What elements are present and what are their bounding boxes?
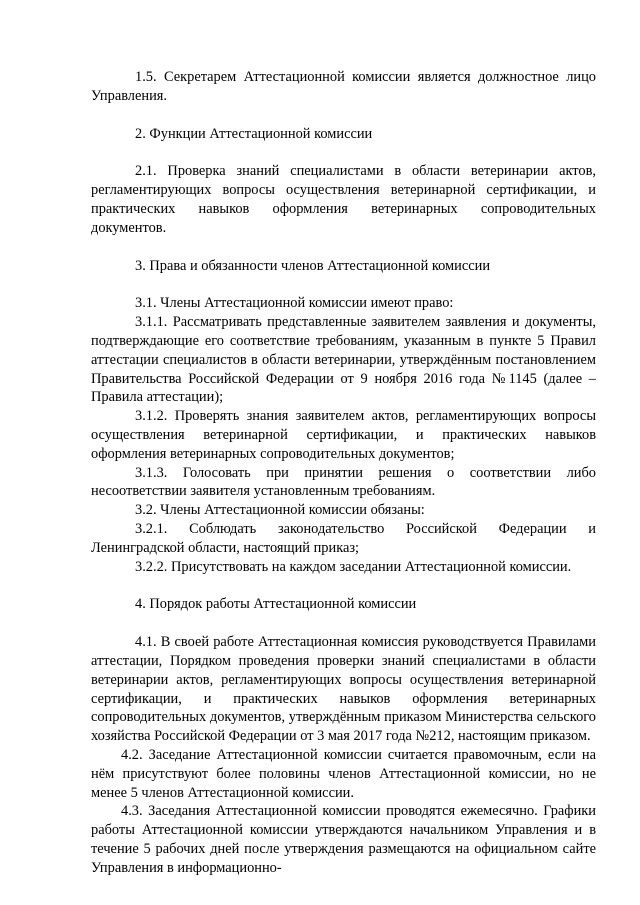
paragraph-4-1: 4.1. В своей работе Аттестационная комиссия руководствуется Правилами аттестации, Порядком проведения проверки знаний специалистами в области ветеринарии актов, регламентирующих вопросы осуществления ветеринарной сертификации, и практических навыков оформления ветеринарных сопроводительных документов, утверждённым приказом Министерства сельского хозяйства Российской Федерации от 3 мая 2017 года №212, настоящим приказом.: [91, 634, 596, 745]
paragraph-3-2-2: 3.2.2. Присутствовать на каждом заседании Аттестационной комиссии.: [135, 558, 572, 575]
section-heading-3: 3. Права и обязанности членов Аттестационной комиссии: [135, 257, 491, 274]
paragraph-3-1: 3.1. Члены Аттестационной комиссии имеют право:: [135, 295, 454, 312]
paragraph-2-1: 2.1. Проверка знаний специалистами в области ветеринарии актов, регламентирующих вопросы осуществления ветеринарной сертификации, и практических навыков оформления ветеринарных сопроводительных документов.: [91, 163, 596, 236]
paragraph-3-1-2: 3.1.2. Проверять знания заявителем актов, регламентирующих вопросы осуществления ветеринарной сертификации, и практических навыков оформления ветеринарных сопроводительных документов;: [91, 408, 596, 462]
paragraph-4-3: 4.3. Заседания Аттестационной комиссии проводятся ежемесячно. Графики работы Аттестационной комиссии утверждаются начальником Управления и в течение 5 рабочих дней после утверждения размещаются на официальном сайте Управления в информационно-: [91, 803, 596, 876]
section-heading-2: 2. Функции Аттестационной комиссии: [135, 125, 373, 142]
paragraph-3-2: 3.2. Члены Аттестационной комиссии обязаны:: [135, 502, 425, 519]
section-heading-4: 4. Порядок работы Аттестационной комиссии: [135, 596, 417, 613]
paragraph-3-1-3: 3.1.3. Голосовать при принятии решения о соответствии либо несоответствии заявителя установленным требованиям.: [91, 464, 596, 500]
paragraph-4-2: 4.2. Заседание Аттестационной комиссии считается правомочным, если на нём присутствуют более половины членов Аттестационной комиссии, но не менее 5 членов Аттестационной комиссии.: [91, 746, 596, 801]
paragraph-3-2-1: 3.2.1. Соблюдать законодательство Российской Федерации и Ленинградской области, настоящий приказ;: [91, 520, 596, 556]
paragraph-1-5: 1.5. Секретарем Аттестационной комиссии является должностное лицо Управления.: [91, 69, 596, 104]
paragraph-3-1-1: 3.1.1. Рассматривать представленные заявителем заявления и документы, подтверждающие его соответствие требованиям, указанным в пункте 5 Правил аттестации специалистов в области ветеринарии, утверждённым постановлением Правительства Российской Федерации от 9 ноября 2016 года №1145 (далее – Правила аттестации);: [91, 314, 596, 406]
